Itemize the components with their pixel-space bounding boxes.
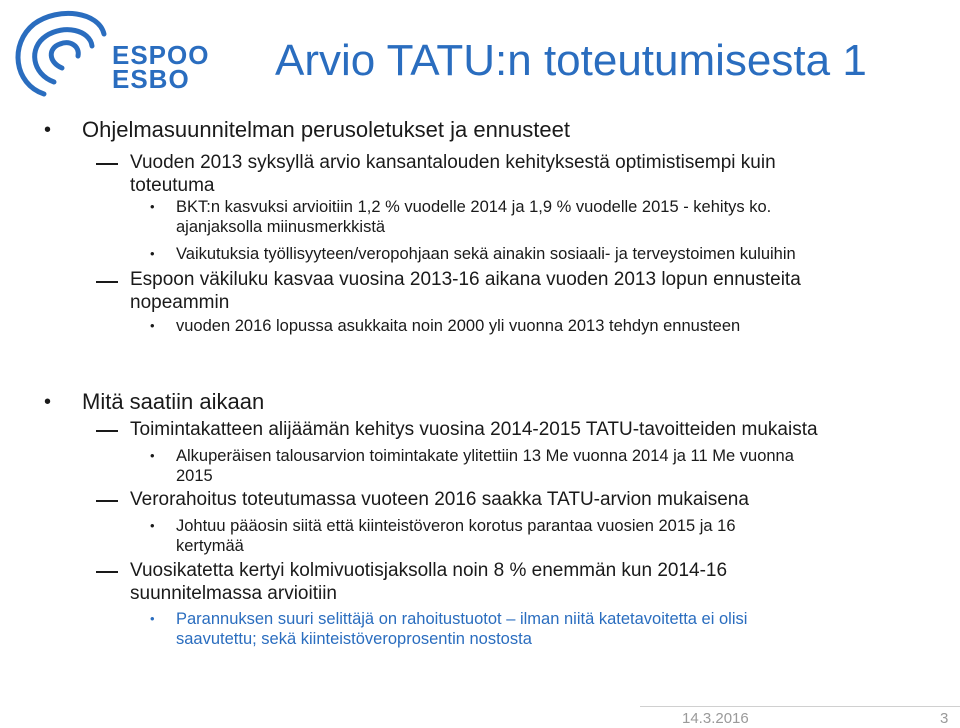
s2c-line1: Vuosikatetta kertyi kolmivuotisjaksolla noin 8 % enemmän kun 2014-16 (130, 560, 728, 581)
s1b-line2: nopeammin (130, 292, 230, 313)
dash-icon (96, 500, 118, 502)
small-bullet-icon: • (150, 611, 155, 626)
logo-text-line1: ESPOO (112, 40, 210, 70)
s2b-b1-line2: kertymää (176, 537, 244, 555)
s2c-line2: suunnitelmassa arvioitiin (130, 583, 337, 604)
page-number: 3 (940, 710, 949, 727)
s1a-line2: toteutuma (130, 175, 215, 196)
small-bullet-icon: • (150, 318, 155, 333)
s2a-b1-line2: 2015 (176, 467, 213, 485)
small-bullet-icon: • (150, 448, 155, 463)
small-bullet-icon: • (150, 246, 155, 261)
section2-heading: Mitä saatiin aikaan (82, 389, 265, 414)
s1a-b1-line2: ajanjaksolla miinusmerkkistä (176, 218, 386, 236)
s1b-line1: Espoon väkiluku kasvaa vuosina 2013-16 aikana vuoden 2013 lopun ennusteita (130, 269, 801, 290)
dash-icon (96, 163, 118, 165)
s1a-b2: Vaikutuksia työllisyyteen/veropohjaan sekä ainakin sosiaali- ja terveystoimen kuluihin (176, 245, 796, 263)
s2c-b1-line2: saavutettu; sekä kiinteistöveroprosentin nostosta (176, 630, 532, 648)
espoo-logo (4, 4, 210, 104)
bullet-dot-icon: • (44, 391, 52, 413)
dash-icon (96, 571, 118, 573)
s2b-b1-line1: Johtuu pääosin siitä että kiinteistöveron korotus parantaa vuosien 2015 ja 16 (176, 517, 736, 535)
bullet-dot-icon: • (44, 119, 52, 141)
section1-heading: Ohjelmasuunnitelman perusoletukset ja ennusteet (82, 117, 570, 142)
footer-date: 14.3.2016 (682, 710, 749, 727)
footer-divider (640, 706, 960, 707)
s2b-line1: Verorahoitus toteutumassa vuoteen 2016 saakka TATU-arvion mukaisena (130, 489, 749, 510)
s1a-line1: Vuoden 2013 syksyllä arvio kansantalouden kehityksestä optimistisempi kuin (130, 152, 776, 173)
dash-icon (96, 430, 118, 432)
s2a-b1-line1: Alkuperäisen talousarvion toimintakate ylitettiin 13 Me vuonna 2014 ja 11 Me vuonna (176, 447, 794, 465)
s2a-line1: Toimintakatteen alijäämän kehitys vuosina 2014-2015 TATU-tavoitteiden mukaista (130, 419, 818, 440)
dash-icon (96, 281, 118, 283)
s2c-b1-line1: Parannuksen suuri selittäjä on rahoitustuotot – ilman niitä katetavoitetta ei olisi (176, 610, 748, 628)
s1a-b1-line1: BKT:n kasvuksi arvioitiin 1,2 % vuodelle 2014 ja 1,9 % vuodelle 2015 - kehitys ko. (176, 198, 772, 216)
logo-swirl-icon (4, 4, 114, 104)
small-bullet-icon: • (150, 518, 155, 533)
logo-text-line2: ESBO (112, 64, 190, 94)
small-bullet-icon: • (150, 199, 155, 214)
s1b-b1: vuoden 2016 lopussa asukkaita noin 2000 yli vuonna 2013 tehdyn ennusteen (176, 317, 741, 335)
slide-title: Arvio TATU:n toteutumisesta 1 (275, 36, 867, 85)
